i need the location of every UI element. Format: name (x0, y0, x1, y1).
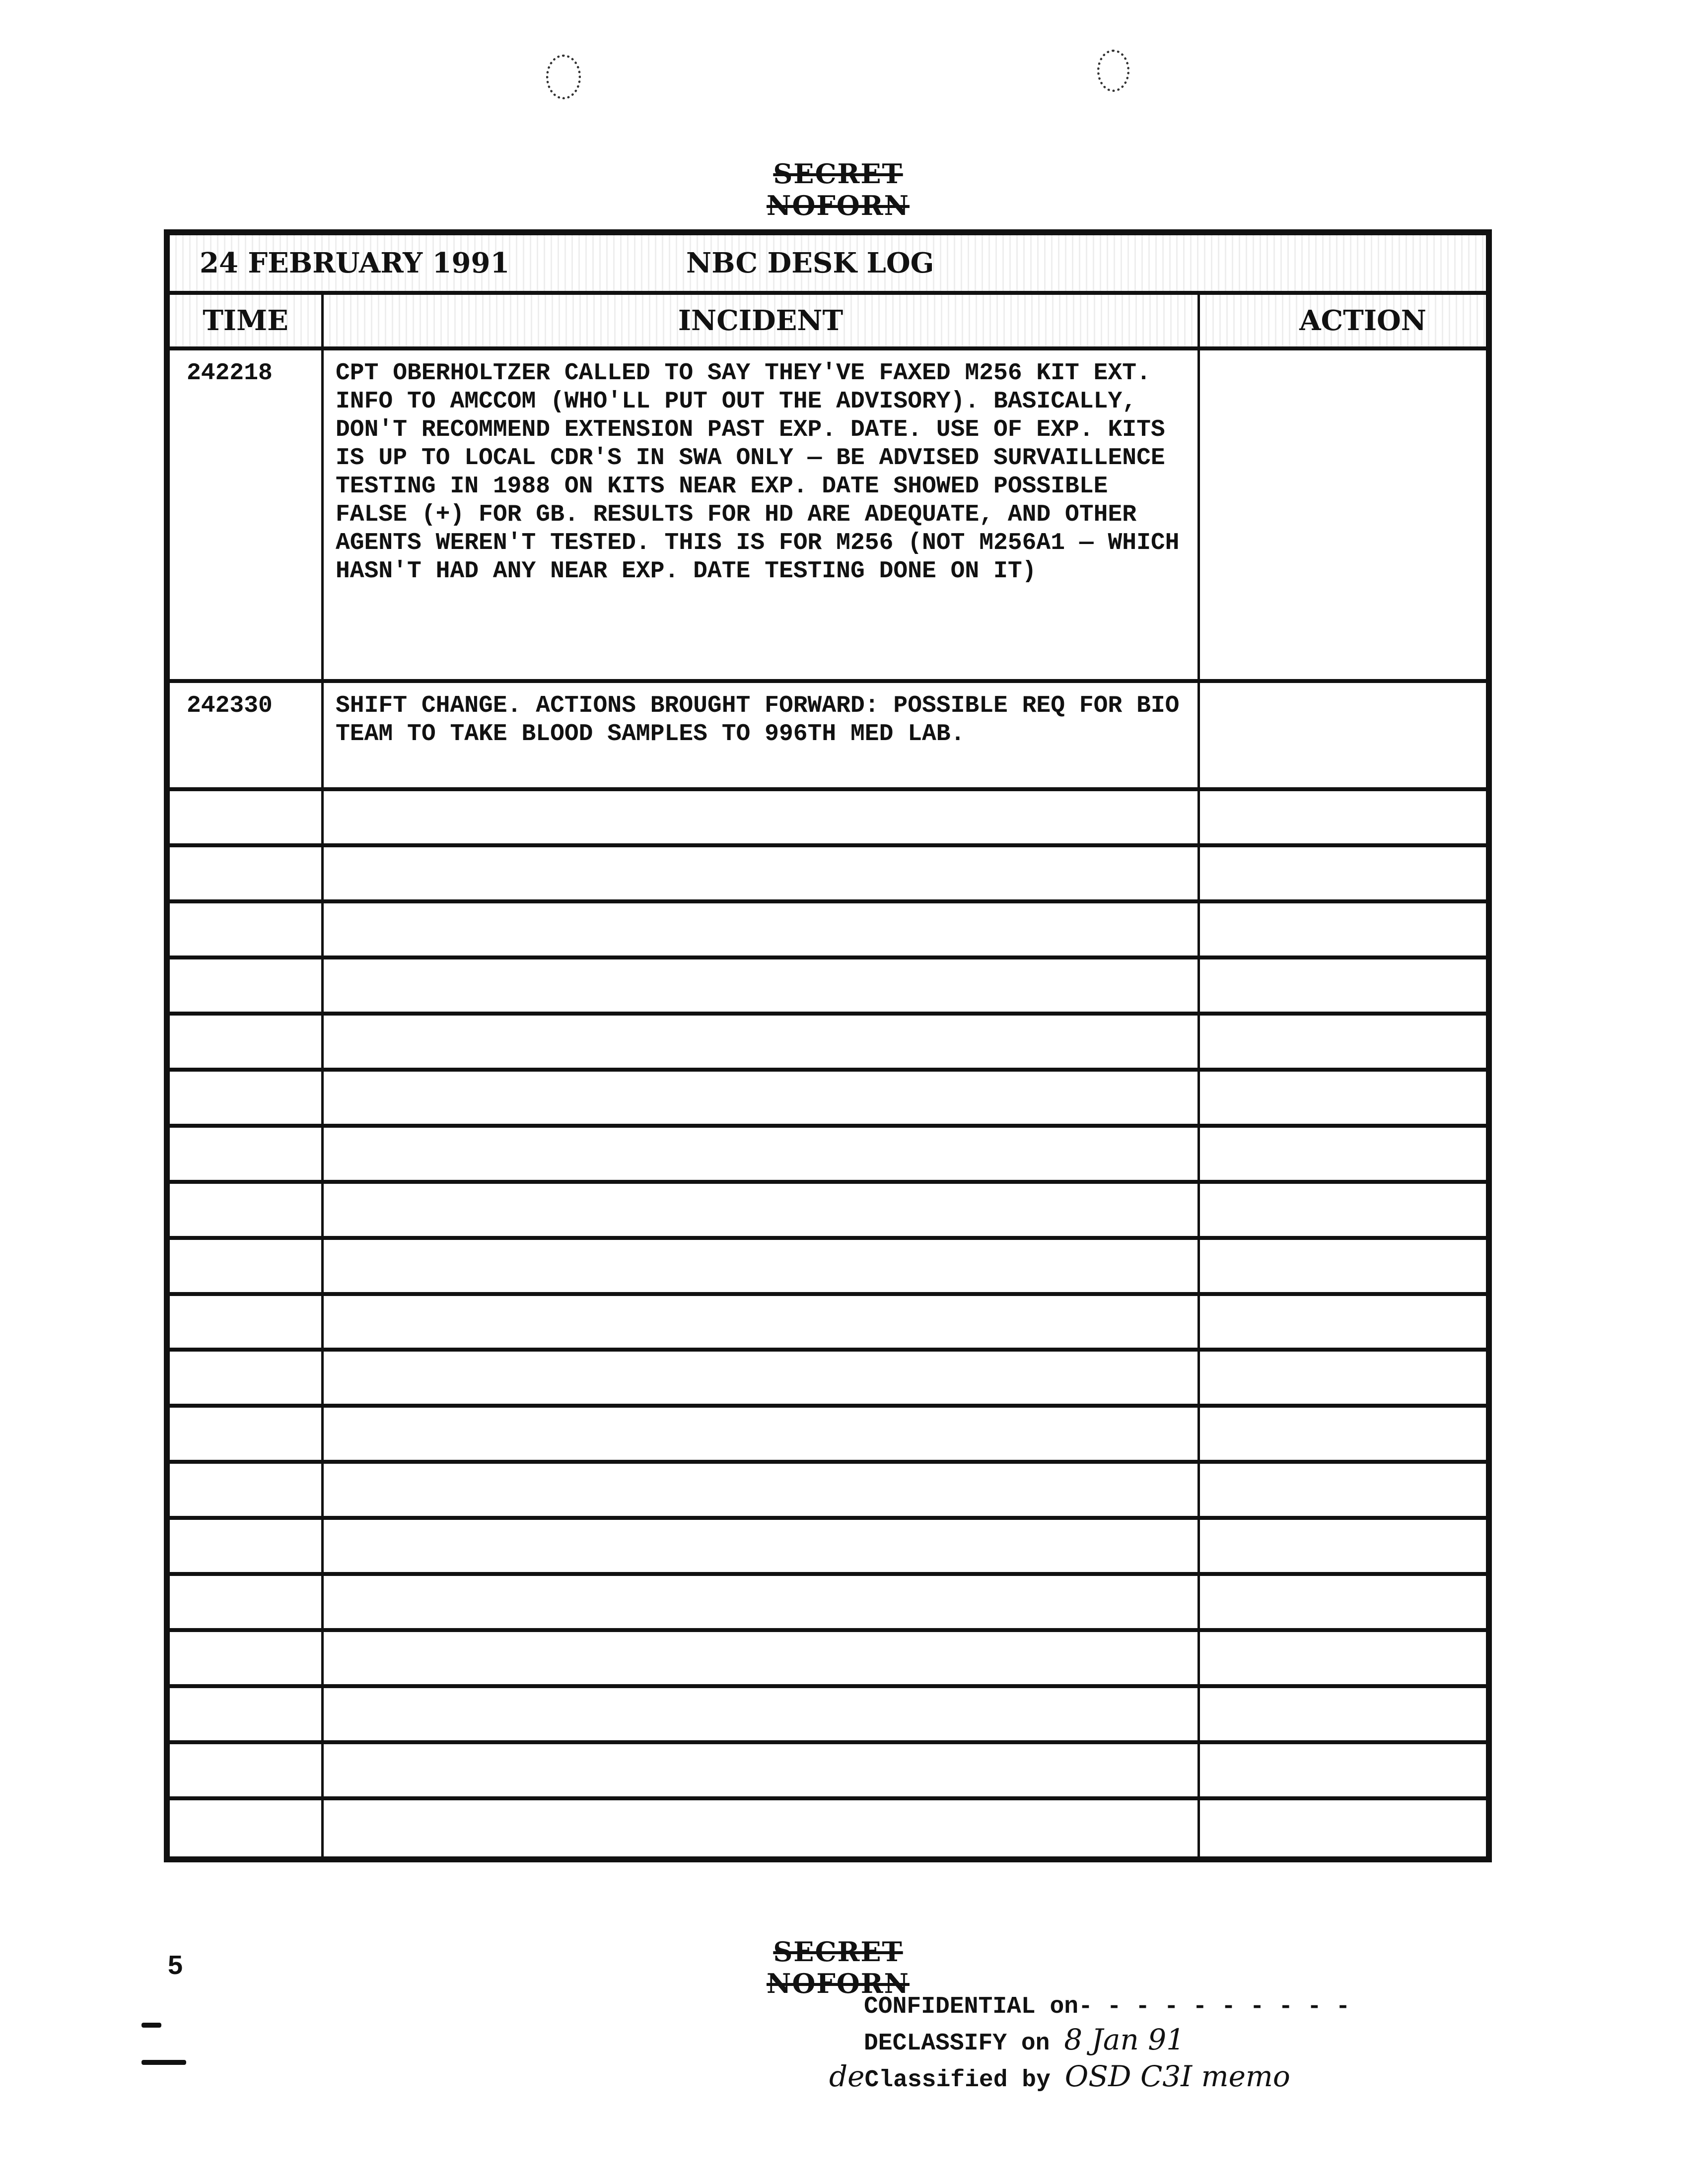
empty-action-cell (1200, 1016, 1486, 1072)
empty-action-cell (1200, 791, 1486, 847)
entry-incident: CPT OBERHOLTZER CALLED TO SAY THEY'VE FAXED M256 KIT EXT. INFO TO AMCCOM (WHO'LL PUT OUT THE ADVISORY). BASICALLY, DON'T RECOMMEND EXTENSION PAST EXP. DATE. USE OF EXP. KITS IS UP TO LOCAL CDR'S IN SWA ONLY — BE ADVISED SURVAILLENCE TESTING IN 1988 ON KITS NEAR EXP. DATE SHOWED POSSIBLE FALSE (+) FOR GB. RESULTS FOR HD ARE ADEQUATE, AND OTHER AGENTS WEREN'T TESTED. THIS IS FOR M256 (NOT M256A1 — WHICH HASN'T HAD ANY NEAR EXP. DATE TESTING DONE ON IT) (324, 350, 1200, 683)
top-left-punch-mark (546, 55, 581, 99)
empty-action-cell (1200, 1072, 1486, 1128)
empty-incident-cell (324, 791, 1200, 847)
log-title-row (170, 235, 1486, 295)
empty-time-cell (170, 959, 324, 1016)
stamp-declassify-label: DECLASSIFY on (864, 2030, 1050, 2057)
empty-incident-cell (324, 1464, 1200, 1520)
entry-incident: SHIFT CHANGE. ACTIONS BROUGHT FORWARD: POSSIBLE REQ FOR BIO TEAM TO TAKE BLOOD SAMPLES TO 996TH MED LAB. (324, 683, 1200, 791)
entry-time: 242218 (170, 350, 324, 683)
empty-time-cell (170, 1632, 324, 1688)
empty-time-cell (170, 1688, 324, 1744)
empty-action-cell (1200, 1352, 1486, 1408)
empty-time-cell (170, 1016, 324, 1072)
empty-incident-cell (324, 1352, 1200, 1408)
stamp-confidential-label: CONFIDENTIAL on (864, 1993, 1079, 2020)
entry-action (1200, 350, 1486, 683)
empty-incident-cell (324, 1576, 1200, 1632)
empty-incident-cell (324, 959, 1200, 1016)
empty-time-cell (170, 1520, 324, 1576)
empty-incident-cell (324, 847, 1200, 903)
empty-action-cell (1200, 1464, 1486, 1520)
empty-action-cell (1200, 903, 1486, 959)
empty-incident-cell (324, 1744, 1200, 1800)
empty-action-cell (1200, 1128, 1486, 1184)
empty-action-cell (1200, 959, 1486, 1016)
empty-time-cell (170, 1352, 324, 1408)
top-right-punch-mark (1097, 50, 1129, 92)
time-column-header: TIME (170, 295, 324, 350)
empty-action-cell (1200, 1520, 1486, 1576)
empty-incident-cell (324, 1520, 1200, 1576)
empty-incident-cell (324, 1800, 1200, 1856)
empty-action-cell (1200, 1576, 1486, 1632)
empty-time-cell (170, 791, 324, 847)
stamp-classified-by-handwritten: OSD C3I memo (1064, 2059, 1290, 2093)
empty-action-cell (1200, 1744, 1486, 1800)
margin-mark (141, 2060, 186, 2065)
empty-incident-cell (324, 1072, 1200, 1128)
empty-incident-cell (324, 1296, 1200, 1352)
empty-action-cell (1200, 1184, 1486, 1240)
stamp-rule: - - - - - - - - - - (1078, 1993, 1350, 2020)
log-title: NBC DESK LOG (686, 247, 934, 279)
empty-time-cell (170, 1576, 324, 1632)
empty-time-cell (170, 1296, 324, 1352)
empty-incident-cell (324, 1184, 1200, 1240)
entry-time: 242330 (170, 683, 324, 791)
stamp-classified-by-label: Classified by (864, 2067, 1051, 2094)
empty-time-cell (170, 1072, 324, 1128)
empty-action-cell (1200, 1408, 1486, 1464)
entry-action (1200, 683, 1486, 791)
empty-time-cell (170, 1184, 324, 1240)
empty-time-cell (170, 1800, 324, 1856)
empty-action-cell (1200, 1800, 1486, 1856)
stamp-classified-by-line (829, 2060, 1658, 2097)
empty-incident-cell (324, 1128, 1200, 1184)
stamp-declassify-handwritten: 8 Jan 91 (1064, 2023, 1185, 2056)
empty-incident-cell (324, 903, 1200, 959)
empty-time-cell (170, 1128, 324, 1184)
stamp-declassify-line (864, 2023, 1658, 2060)
empty-incident-cell (324, 1632, 1200, 1688)
empty-action-cell (1200, 1296, 1486, 1352)
empty-action-cell (1200, 1632, 1486, 1688)
empty-incident-cell (324, 1408, 1200, 1464)
empty-time-cell (170, 1408, 324, 1464)
empty-action-cell (1200, 1688, 1486, 1744)
empty-time-cell (170, 1744, 324, 1800)
action-column-header: ACTION (1200, 295, 1486, 350)
margin-mark (141, 2023, 161, 2028)
empty-action-cell (1200, 1240, 1486, 1296)
empty-incident-cell (324, 1016, 1200, 1072)
empty-time-cell (170, 1464, 324, 1520)
declassification-stamp (829, 1990, 1658, 2097)
empty-time-cell (170, 847, 324, 903)
top-classification-marking: SECRET NOFORN (766, 158, 910, 221)
stamp-confidential-line (864, 1990, 1658, 2023)
bottom-classification-marking: SECRET NOFORN (766, 1936, 910, 1999)
incident-column-header: INCIDENT (324, 295, 1200, 350)
nbc-desk-log-table (164, 229, 1492, 1862)
empty-incident-cell (324, 1688, 1200, 1744)
empty-time-cell (170, 903, 324, 959)
stamp-handwritten-prefix: de (829, 2059, 865, 2093)
log-date: 24 FEBRUARY 1991 (200, 247, 510, 279)
empty-action-cell (1200, 847, 1486, 903)
empty-incident-cell (324, 1240, 1200, 1296)
empty-time-cell (170, 1240, 324, 1296)
page-number: 5 (168, 1950, 183, 1980)
